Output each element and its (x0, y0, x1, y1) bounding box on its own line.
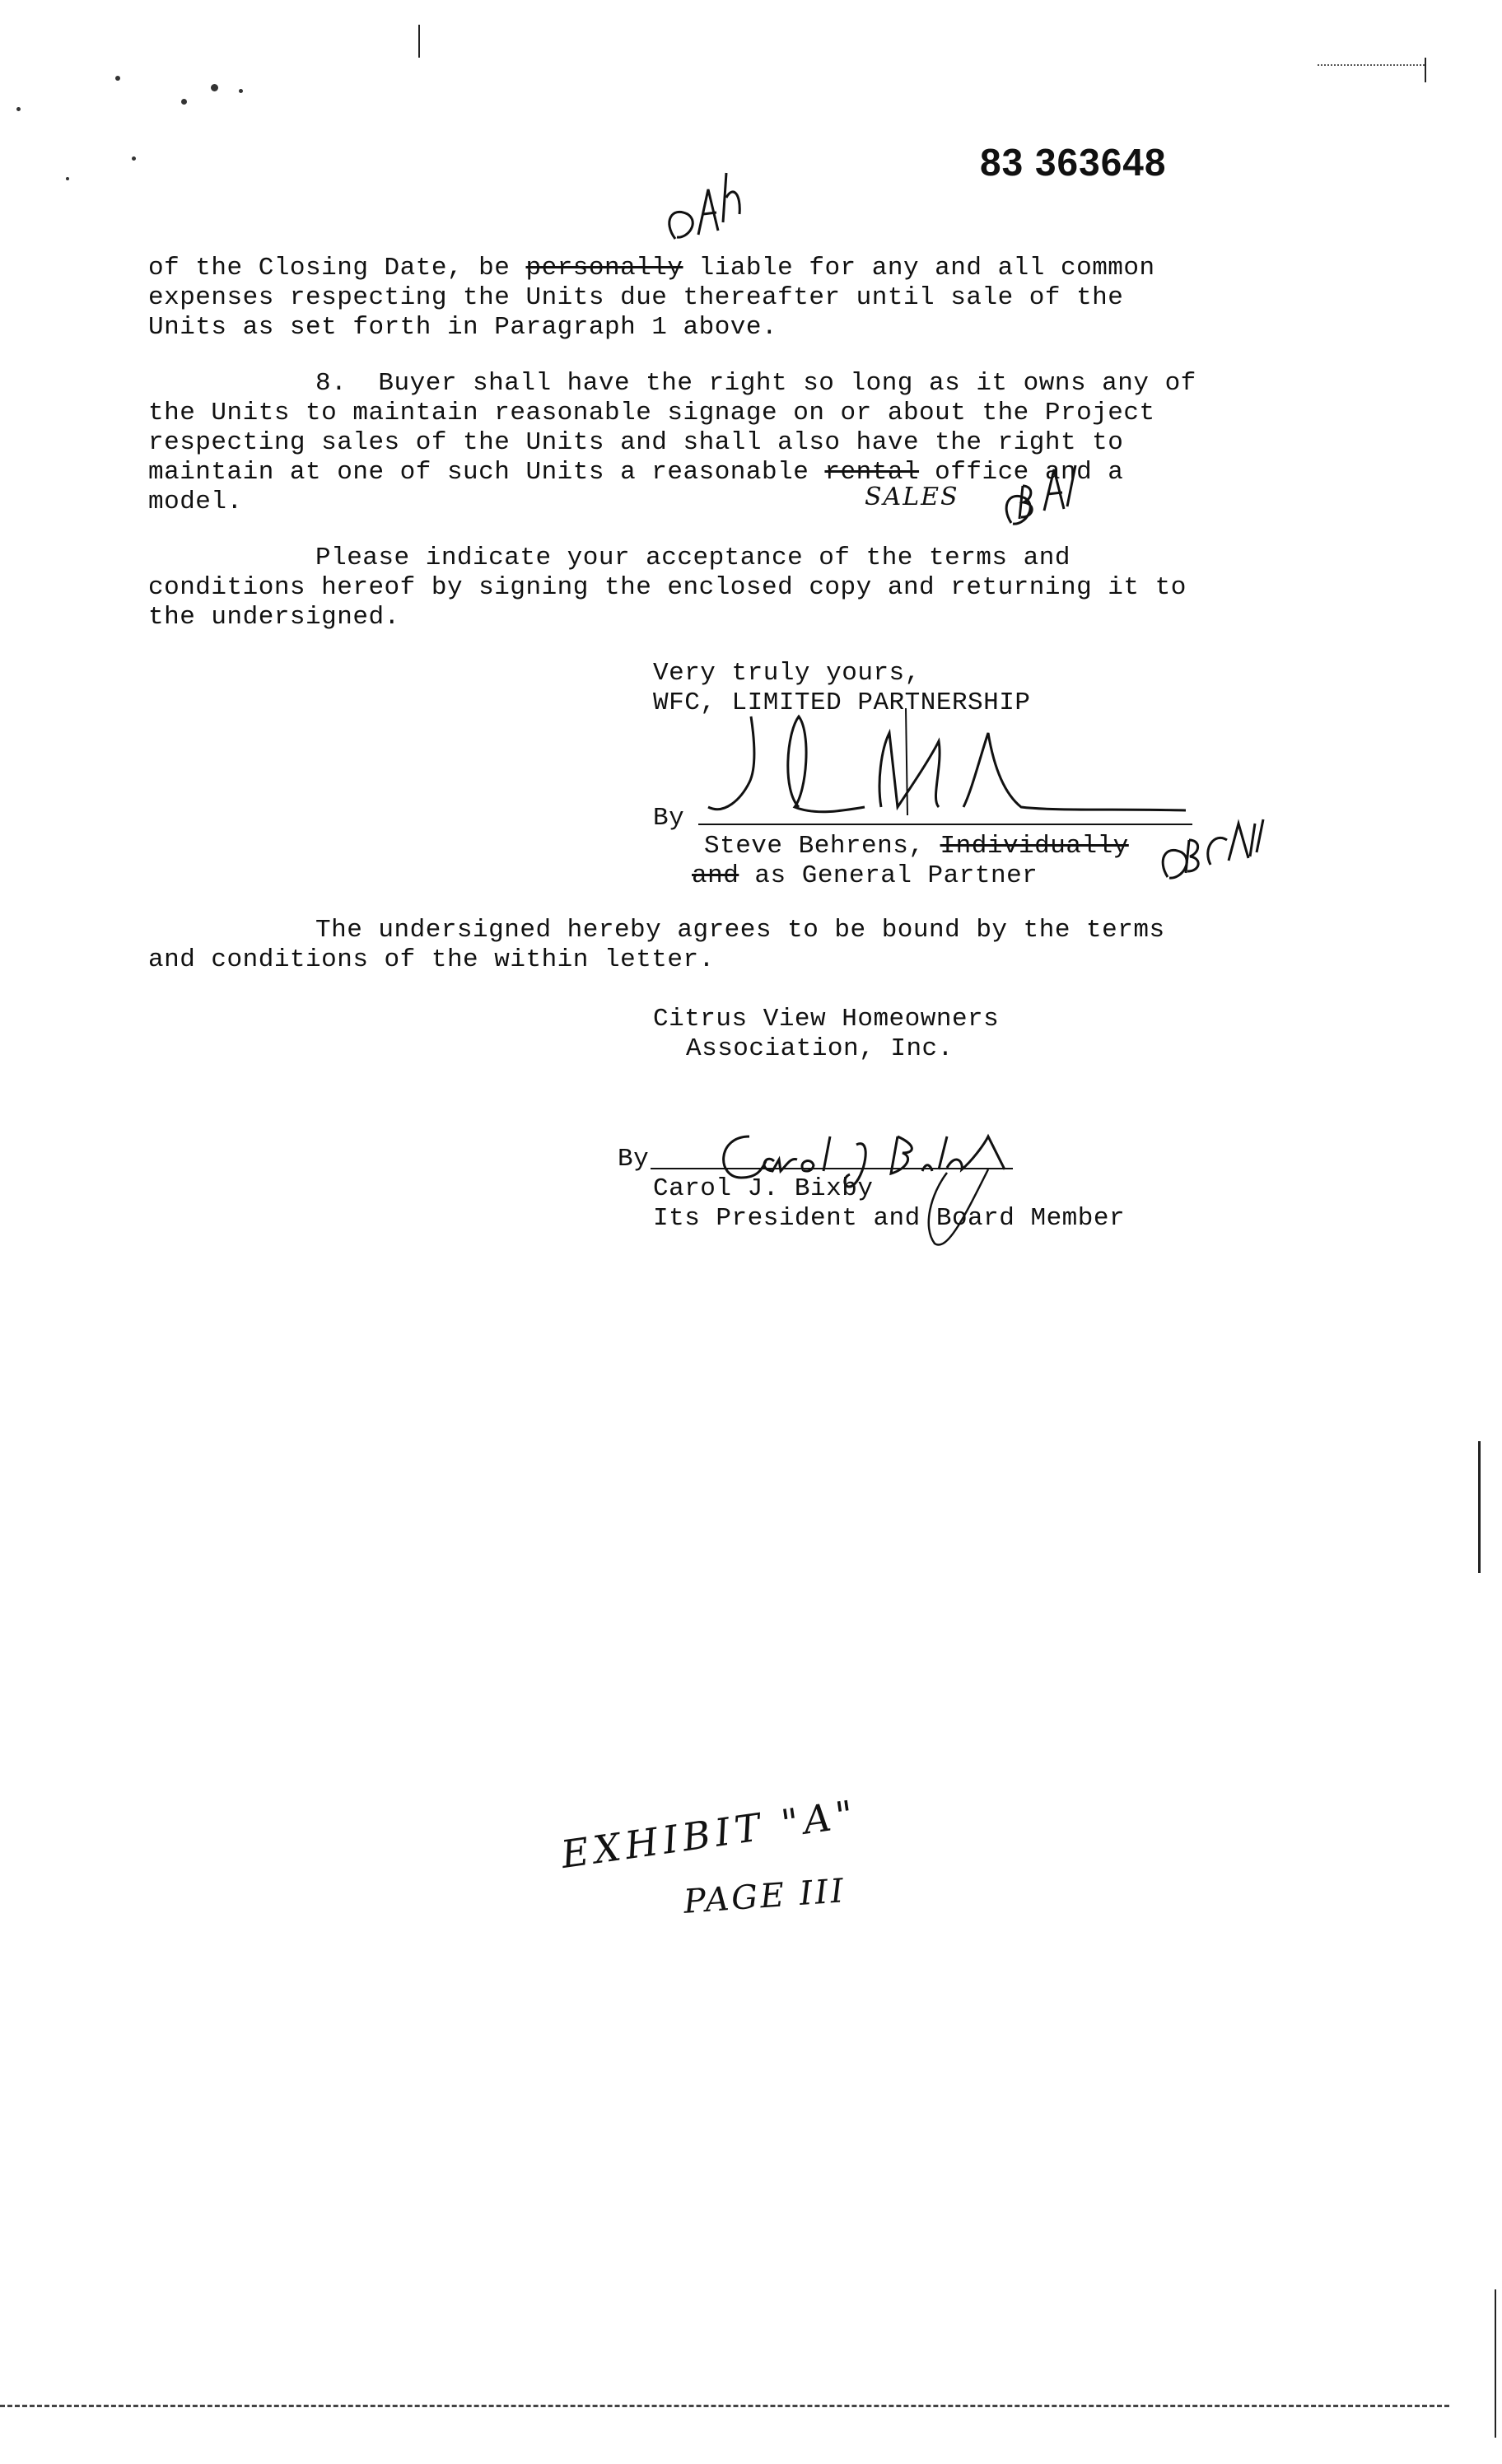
handwritten-sales-insert: SALES (865, 483, 959, 511)
scan-speck (66, 177, 69, 180)
paragraph-line: maintain at one of such Units a reasonable rental office and a (148, 458, 1124, 487)
scan-edge-mark (1478, 1441, 1481, 1573)
scan-edge-mark (1425, 58, 1426, 82)
signature-behrens (692, 700, 1202, 832)
paragraph-line: Please indicate your acceptance of the terms and (315, 544, 1071, 572)
signature-line (651, 1168, 1013, 1169)
paragraph-line: of the Closing Date, be personally liable for any and all common (148, 254, 1155, 282)
signer-name: Steve Behrens, Individually (704, 832, 1129, 861)
scan-speck (132, 156, 136, 161)
scan-speck (115, 76, 120, 81)
paragraph-line: respecting sales of the Units and shall also have the right to (148, 428, 1124, 457)
scan-speck (239, 89, 243, 93)
paragraph-line: conditions hereof by signing the enclosed copy and returning it to (148, 573, 1187, 602)
paragraph-line: and conditions of the within letter. (148, 945, 715, 974)
handwritten-initials (659, 156, 766, 255)
signer-capacity: and as General Partner (692, 861, 1038, 890)
signer-title: Its President and Board Member (653, 1204, 1126, 1233)
paragraph-line: expenses respecting the Units due thereafter until sale of the (148, 283, 1124, 312)
signature-line (698, 824, 1192, 825)
scan-speck (181, 99, 187, 105)
paragraph-line: model. (148, 488, 243, 516)
scan-speck (211, 84, 218, 91)
scan-bottom-edge (0, 2405, 1449, 2407)
paragraph-line: 8. Buyer shall have the right so long as it owns any of (315, 369, 1196, 398)
closing-salutation: Very truly yours, (653, 659, 921, 688)
signer-name: Carol J. Bixby (653, 1174, 874, 1203)
paragraph-line: the undersigned. (148, 603, 400, 632)
scan-speck (16, 107, 21, 111)
document-number: 83 363648 (980, 141, 1167, 184)
handwritten-initials (1153, 815, 1293, 889)
association-name-cont: Association, Inc. (686, 1034, 954, 1063)
paragraph-line: The undersigned hereby agrees to be bound by the terms (315, 916, 1165, 945)
scan-top-edge (1318, 64, 1425, 66)
association-name: Citrus View Homeowners (653, 1005, 1000, 1034)
handwritten-initials (996, 461, 1087, 535)
handwritten-page-label: PAGE III (682, 1872, 847, 1921)
paragraph-line: the Units to maintain reasonable signage on or about the Project (148, 399, 1155, 427)
scan-edge-mark (418, 25, 420, 58)
paragraph-line: Units as set forth in Paragraph 1 above. (148, 313, 778, 342)
closing-company: WFC, LIMITED PARTNERSHIP (653, 688, 1031, 717)
by-label: By (618, 1145, 650, 1174)
scan-edge-mark (1495, 2289, 1496, 2438)
handwritten-exhibit-label: EXHIBIT "A" (558, 1790, 861, 1878)
by-label: By (653, 804, 685, 833)
